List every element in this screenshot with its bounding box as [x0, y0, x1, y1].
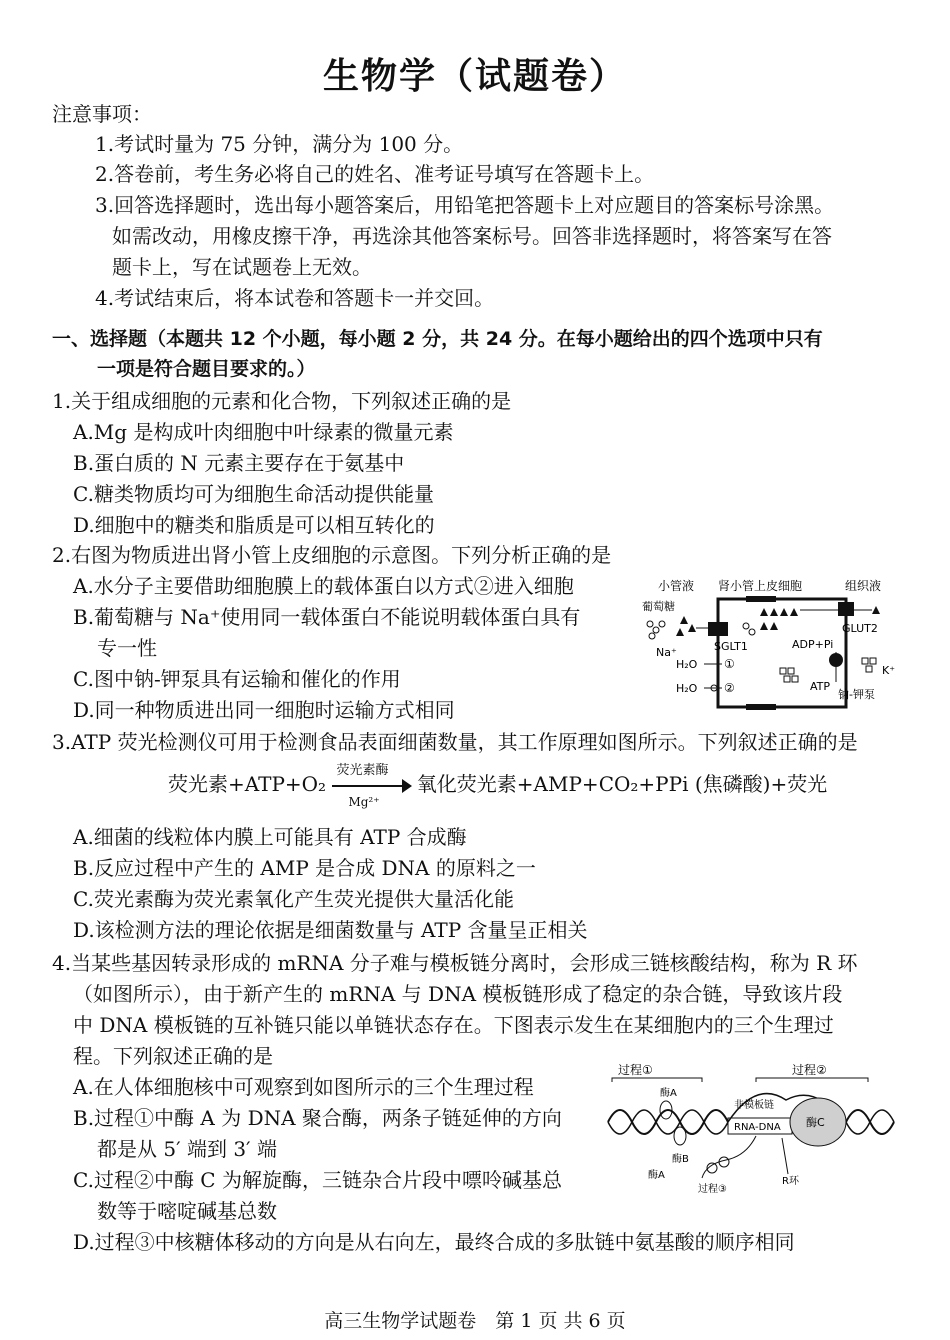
q1-option-a: A.Mg 是构成叶肉细胞中叶绿素的微量元素	[73, 420, 454, 444]
notice-item: 题卡上，写在试题卷上无效。	[112, 255, 372, 279]
fig-label-enzyme-b: 酶B	[672, 1154, 689, 1165]
notice-item: 4.考试结束后，将本试卷和答题卡一并交回。	[95, 286, 495, 310]
notice-item: 如需改动，用橡皮擦干净，再选涂其他答案标号。回答非选择题时，将答案写在答	[112, 224, 832, 248]
fig-mark-1: ①	[724, 657, 735, 671]
fig-mark-2: ②	[724, 681, 735, 695]
fig-label-rloop: R环	[782, 1176, 799, 1187]
fig-label-lumen: 小管液	[658, 579, 695, 593]
q1-option-d: D.细胞中的糖类和脂质是可以相互转化的	[73, 513, 435, 537]
q4-option-b: B.过程①中酶 A 为 DNA 聚合酶，两条子链延伸的方向	[73, 1106, 562, 1130]
q3-stem: 3.ATP 荧光检测仪可用于检测食品表面细菌数量，其工作原理如图所示。下列叙述正确的是	[52, 730, 858, 754]
fig-label-pump: 钠-钾泵	[838, 688, 875, 701]
eq-arrow	[332, 762, 410, 809]
fig-label-enzyme-c: 酶C	[806, 1116, 825, 1129]
fig-label-glut2: GLUT2	[842, 622, 878, 635]
q4-option-a: A.在人体细胞核中可观察到如图所示的三个生理过程	[73, 1075, 534, 1099]
eq-products: 氧化荧光素+AMP+CO₂+PPi (焦磷酸)+荧光	[416, 772, 828, 796]
q2-option-a: A.水分子主要借助细胞膜上的载体蛋白以方式②进入细胞	[73, 574, 574, 598]
glut2-transporter	[838, 602, 854, 616]
fig-label-enzyme-a2: 酶A	[648, 1170, 665, 1181]
fig-label-h2o-1: H₂O	[676, 658, 698, 671]
q3-option-a: A.细菌的线粒体内膜上可能具有 ATP 合成酶	[73, 825, 467, 849]
fig-label-hybrid: RNA-DNA	[734, 1122, 781, 1133]
q2-stem: 2.右图为物质进出肾小管上皮细胞的示意图。下列分析正确的是	[52, 543, 612, 567]
q2-option-c: C.图中钠-钾泵具有运输和催化的作用	[73, 667, 401, 691]
q4-option-d: D.过程③中核糖体移动的方向是从右向左，最终合成的多肽链中氨基酸的顺序相同	[73, 1230, 795, 1254]
q3-option-c: C.荧光素酶为荧光素氧化产生荧光提供大量活化能	[73, 887, 514, 911]
q4-option-b-cont: 都是从 5′ 端到 3′ 端	[97, 1137, 277, 1161]
q3-option-d: D.该检测方法的理论依据是细菌数量与 ATP 含量呈正相关	[73, 918, 588, 942]
kidney-cell-figure	[640, 572, 910, 718]
page-footer: 高三生物学试题卷 第 1 页 共 6 页	[324, 1310, 626, 1332]
notice-item: 2.答卷前，考生务必将自己的姓名、准考证号填写在答题卡上。	[95, 162, 655, 186]
q2-option-b: B.葡萄糖与 Na⁺使用同一载体蛋白不能说明载体蛋白具有	[73, 605, 581, 629]
q1-option-c: C.糖类物质均可为细胞生命活动提供能量	[73, 482, 434, 506]
reaction-equation	[168, 762, 828, 809]
r-loop-figure	[606, 1060, 906, 1200]
q4-stem-cont: （如图所示），由于新产生的 mRNA 与 DNA 模板链形成了稳定的杂合链，导致该片段	[73, 982, 843, 1006]
fig-label-k: K⁺	[882, 664, 896, 677]
fig-label-process2: 过程②	[792, 1063, 827, 1077]
section-heading-cont: 一项是符合题目要求的。）	[97, 358, 316, 380]
q4-option-c: C.过程②中酶 C 为解旋酶，三链杂合片段中嘌呤碱基总	[73, 1168, 562, 1192]
q1-stem: 1.关于组成细胞的元素和化合物，下列叙述正确的是	[52, 389, 512, 413]
fig-label-cell: 肾小管上皮细胞	[718, 579, 803, 593]
q2-option-d: D.同一种物质进出同一细胞时运输方式相同	[73, 698, 455, 722]
q2-option-b-cont: 专一性	[97, 636, 157, 660]
q1-option-b: B.蛋白质的 N 元素主要存在于氨基中	[73, 451, 405, 475]
fig-label-nontemplate: 非模板链	[734, 1100, 774, 1111]
section-heading: 一、选择题（本题共 12 个小题，每小题 2 分，共 24 分。在每小题给出的四个选项中只有	[52, 328, 823, 350]
notice-item: 3.回答选择题时，选出每小题答案后，用铅笔把答题卡上对应题目的答案标号涂黑。	[95, 193, 835, 217]
fig-label-atp: ATP	[810, 680, 831, 693]
eq-enzyme: 荧光素酶	[336, 762, 389, 778]
fig-label-glucose: 葡萄糖	[642, 600, 675, 613]
q3-option-b: B.反应过程中产生的 AMP 是合成 DNA 的原料之一	[73, 856, 536, 880]
sglt1-transporter	[708, 622, 728, 636]
eq-reactants: 荧光素+ATP+O₂	[168, 772, 327, 796]
q4-stem-cont: 程。下列叙述正确的是	[73, 1044, 273, 1068]
fig-label-h2o-2: H₂O	[676, 682, 698, 695]
eq-cofactor: Mg²⁺	[348, 794, 380, 809]
page-title: 生物学（试题卷）	[322, 56, 627, 97]
fig-label-process3: 过程③	[698, 1184, 727, 1195]
fig-label-adp: ADP+Pi	[792, 638, 834, 651]
q4-stem: 4.当某些基因转录形成的 mRNA 分子难与模板链分离时，会形成三链核酸结构，称为 R 环	[52, 951, 858, 975]
fig-label-enzyme-a: 酶A	[660, 1088, 677, 1099]
fig-label-na: Na⁺	[656, 646, 677, 659]
q4-stem-cont: 中 DNA 模板链的互补链只能以单链状态存在。下图表示发生在某细胞内的三个生理过	[73, 1013, 834, 1037]
fig-label-sglt1: SGLT1	[714, 640, 748, 653]
notice-item: 1.考试时量为 75 分钟，满分为 100 分。	[95, 132, 464, 156]
notice-heading: 注意事项：	[52, 102, 152, 126]
q4-option-c-cont: 数等于嘧啶碱基总数	[97, 1199, 277, 1223]
fig-label-process1: 过程①	[618, 1063, 653, 1077]
tight-junction-top	[746, 596, 776, 602]
tight-junction-bottom	[746, 704, 776, 710]
fig-label-tissue: 组织液	[845, 579, 882, 593]
